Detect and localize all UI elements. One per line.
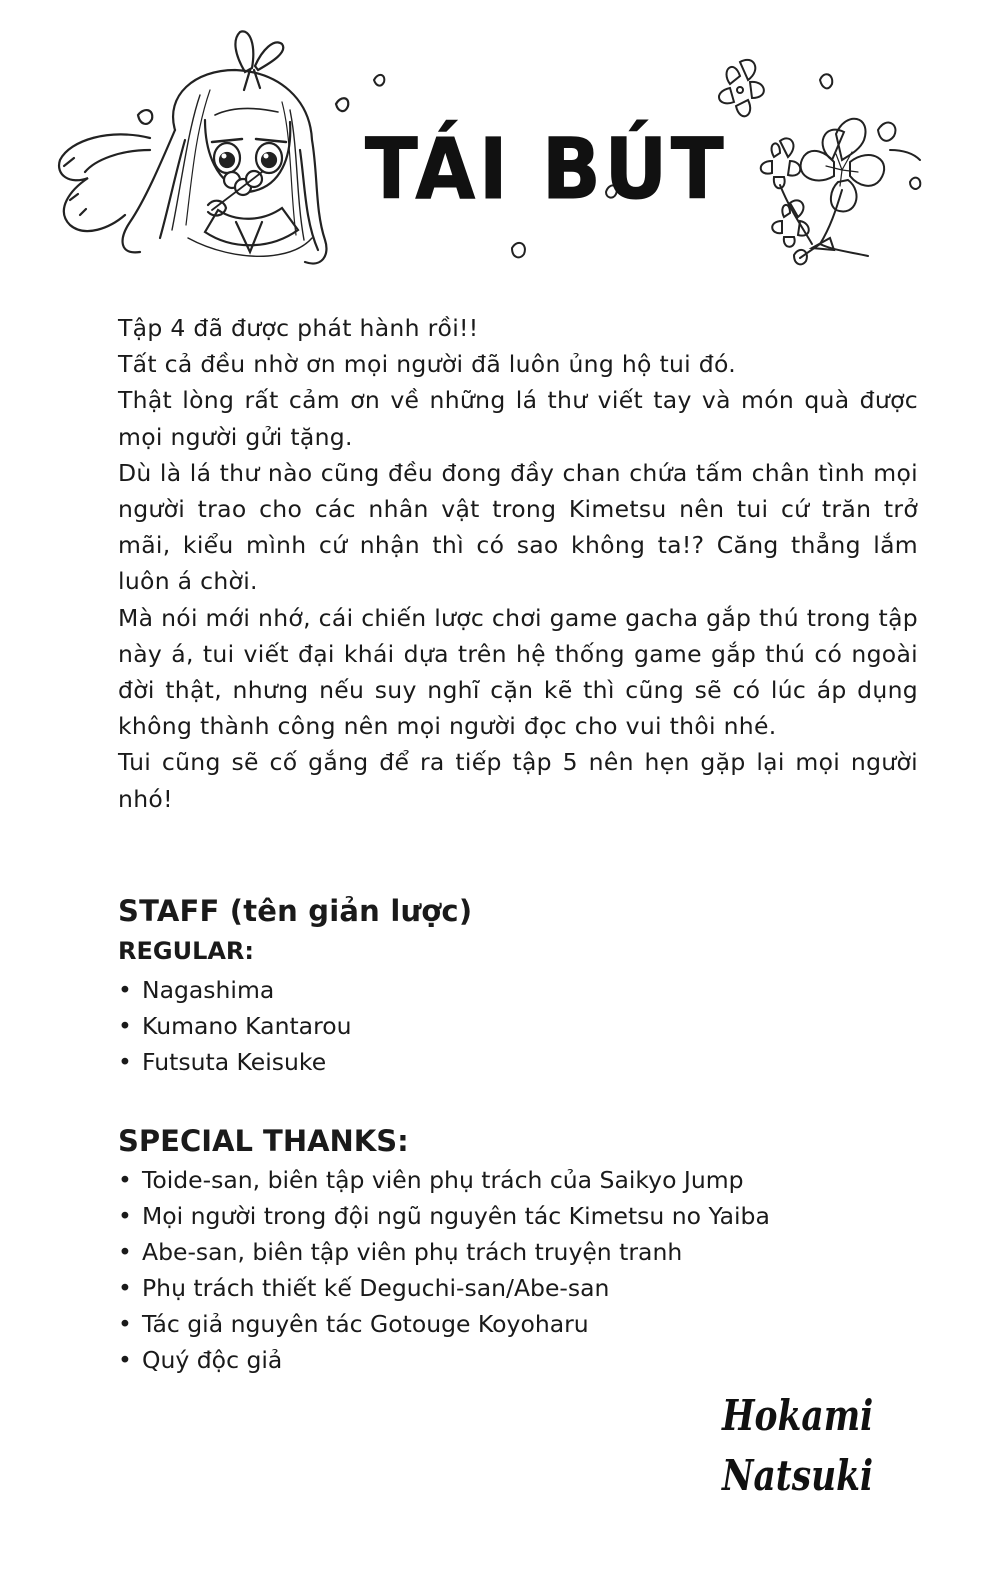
staff-name: Nagashima xyxy=(142,976,275,1004)
letter-paragraph: Dù là lá thư nào cũng đều đong đầy chan chứa tấm chân tình mọi người trao cho các nhân vật trong Kimetsu nên tui cứ trăn trở mãi, kiểu mình cứ nhận thì có sao không ta!? Căng thẳng lắm luôn á chời. xyxy=(118,458,918,596)
bullet-icon: • xyxy=(118,1274,132,1302)
list-item xyxy=(118,1342,770,1378)
bullet-icon: • xyxy=(118,1012,132,1040)
letter-paragraph: Tui cũng sẽ cố gắng để ra tiếp tập 5 nên hẹn gặp lại mọi người nhó! xyxy=(118,748,918,813)
bullet-icon: • xyxy=(118,1048,132,1076)
list-item xyxy=(118,1270,770,1306)
author-signature xyxy=(722,1386,873,1506)
afterword-letter xyxy=(118,310,918,817)
list-item xyxy=(118,1198,770,1234)
staff-name: Futsuta Keisuke xyxy=(142,1048,327,1076)
bullet-icon: • xyxy=(118,1238,132,1266)
staff-name: Kumano Kantarou xyxy=(142,1012,352,1040)
list-item xyxy=(118,1162,770,1198)
staff-heading: STAFF (tên giản lược) xyxy=(118,894,473,928)
bullet-icon: • xyxy=(118,1166,132,1194)
special-thanks-heading: SPECIAL THANKS: xyxy=(118,1124,409,1158)
list-item xyxy=(118,1008,352,1044)
letter-paragraph: Thật lòng rất cảm ơn về những lá thư viết tay và món quà được mọi người gửi tặng. xyxy=(118,386,918,451)
letter-paragraph: Tất cả đều nhờ ơn mọi người đã luôn ủng hộ tui đó. xyxy=(118,350,737,379)
letter-paragraph: Mà nói mới nhớ, cái chiến lược chơi game gacha gắp thú trong tập này á, tui viết đại khái dựa trên hệ thống game gắp thú có ngoài đời thật, nhưng nếu suy nghĩ cặn kẽ thì cũng sẽ có lúc áp dụng không thành công nên mọi người đọc cho vui thôi nhé. xyxy=(118,603,918,741)
special-thanks-list xyxy=(118,1162,770,1378)
list-item xyxy=(118,1044,352,1080)
thanks-entry: Mọi người trong đội ngũ nguyên tác Kimetsu no Yaiba xyxy=(142,1202,770,1230)
signature-line: Hokami xyxy=(722,1391,874,1440)
list-item xyxy=(118,1234,770,1270)
list-item xyxy=(118,1306,770,1342)
bullet-icon: • xyxy=(118,1346,132,1374)
list-item xyxy=(118,972,352,1008)
thanks-entry: Phụ trách thiết kế Deguchi-san/Abe-san xyxy=(142,1274,610,1302)
thanks-entry: Quý độc giả xyxy=(142,1346,283,1374)
regular-heading: REGULAR: xyxy=(118,937,255,965)
bullet-icon: • xyxy=(118,1202,132,1230)
chibi-girl-drawing xyxy=(59,31,348,263)
page-title: TÁI BÚT xyxy=(365,120,728,218)
thanks-entry: Tác giả nguyên tác Gotouge Koyoharu xyxy=(142,1310,589,1338)
regular-staff-list xyxy=(118,972,352,1080)
bullet-icon: • xyxy=(118,976,132,1004)
bullet-icon: • xyxy=(118,1310,132,1338)
letter-paragraph: Tập 4 đã được phát hành rồi!! xyxy=(118,314,479,342)
thanks-entry: Toide-san, biên tập viên phụ trách của Saikyo Jump xyxy=(142,1166,744,1194)
signature-line: Natsuki xyxy=(722,1451,874,1500)
thanks-entry: Abe-san, biên tập viên phụ trách truyện tranh xyxy=(142,1238,683,1266)
